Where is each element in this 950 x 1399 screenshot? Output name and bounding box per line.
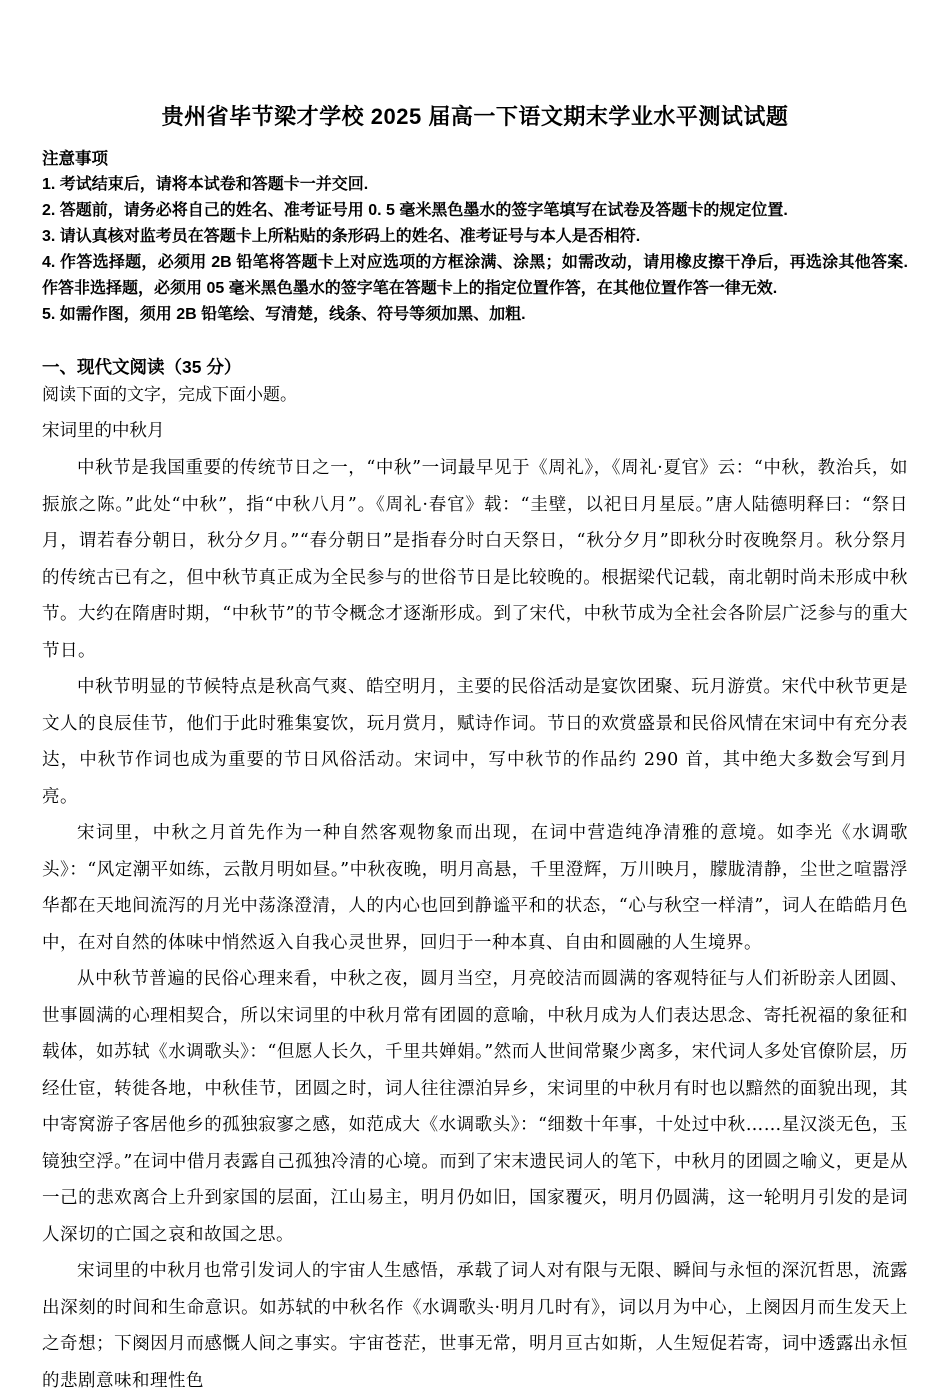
notice-item-4: 4. 作答选择题，必须用 2B 铅笔将答题卡上对应选项的方框涂满、涂黑；如需改动，请用橡皮擦干净后，再选涂其他答案. 作答非选择题，必须用 05 毫米黑色墨水的签字笔在答题卡上的指定位置作答，在其他位置作答一律无效. [42,254,908,297]
notice-item-3: 3. 请认真核对监考员在答题卡上所粘贴的条形码上的姓名、准考证号与本人是否相符. [42,228,641,245]
essay-paragraph-1: 中秋节是我国重要的传统节日之一，“中秋”一词最早见于《周礼》，《周礼·夏官》云：“中秋，教治兵，如振旅之陈。”此处“中秋”，指“中秋八月”。《周礼·春官》载：“圭壁，以祀日月星辰。”唐人陆德明释曰：“祭日月，谓若春分朝日，秋分夕月。”“春分朝日”是指春分时白天祭日，“秋分夕月”即秋分时夜晚祭月。秋分祭月的传统古已有之，但中秋节真正成为全民参与的世俗节日是比较晚的。根据梁代记载，南北朝时尚未形成中秋节。大约在隋唐时期，“中秋节”的节令概念才逐渐形成。到了宋代，中秋节成为全社会各阶层广泛参与的重大节日。 [42,458,908,661]
section-heading: 一、现代文阅读（35 分） [42,357,242,377]
notice-list [42,172,908,328]
notice-item-5: 5. 如需作图，须用 2B 铅笔绘、写清楚，线条、符号等须加黑、加粗. [42,306,526,323]
reading-section [42,354,908,1399]
essay-paragraph-3: 宋词里，中秋之月首先作为一种自然客观物象而出现，在词中营造纯净清雅的意境。如李光《水调歌头》：“风定潮平如练，云散月明如昼。”中秋夜晚，明月高悬，千里澄辉，万川映月，朦胧清静，尘世之喧嚣浮华都在天地间流泻的月光中荡涤澄清，人的内心也回到静谧平和的状态，“心与秋空一样清”，词人在皓皓月色中，在对自然的体味中悄然返入自我心灵世界，回归于一种本真、自由和圆融的人生境界。 [42,823,908,953]
notice-item-1: 1. 考试结束后，请将本试卷和答题卡一并交回. [42,176,369,193]
notice-heading: 注意事项 [42,150,108,168]
essay-title: 宋词里的中秋月 [42,421,165,441]
essay-paragraph-4: 从中秋节普遍的民俗心理来看，中秋之夜，圆月当空，月亮皎洁而圆满的客观特征与人们祈盼亲人团圆、世事圆满的心理相契合，所以宋词里的中秋月常有团圆的意喻，中秋月成为人们表达思念、寄托祝福的象征和载体，如苏轼《水调歌头》：“但愿人长久，千里共婵娟。”然而人世间常聚少离多，宋代词人多处官僚阶层，历经仕宦，转徙各地，中秋佳节，团圆之时，词人往往漂泊异乡，宋词里的中秋月有时也以黯然的面貌出现，其中寄窝游子客居他乡的孤独寂寥之感，如范成大《水调歌头》：“细数十年事，十处过中秋……星汉淡无色，玉镜独空浮。”在词中借月表露自己孤独冷清的心境。而到了宋末遗民词人的笔下，中秋月的团圆之喻义，更是从一己的悲欢离合上升到家国的层面，江山易主，明月仍如旧，国家覆灭，明月仍圆满，这一轮明月引发的是词人深切的亡国之哀和故国之思。 [42,969,908,1245]
notice-item-2: 2. 答题前，请务必将自己的姓名、准考证号用 0. 5 毫米黑色墨水的签字笔填写在试卷及答题卡的规定位置. [42,202,788,219]
essay-body [42,450,908,1399]
page-title: 贵州省毕节梁才学校 2025 届高一下语文期末学业水平测试试题 [161,104,789,129]
notice-section [42,146,908,328]
reading-instruction: 阅读下面的文字，完成下面小题。 [42,385,297,404]
essay-paragraph-5: 宋词里的中秋月也常引发词人的宇宙人生感悟，承载了词人对有限与无限、瞬间与永恒的深沉哲思，流露出深刻的时间和生命意识。如苏轼的中秋名作《水调歌头·明月几时有》，词以月为中心，上阕因月而生发天上之奇想；下阕因月而感慨人间之事实。宇宙苍茫，世事无常，明月亘古如斯，人生短促若寄，词中透露出永恒的悲剧意味和理性色 [42,1261,908,1391]
essay-paragraph-2: 中秋节明显的节候特点是秋高气爽、皓空明月，主要的民俗活动是宴饮团聚、玩月游赏。宋代中秋节更是文人的良辰佳节，他们于此时雅集宴饮，玩月赏月，赋诗作词。节日的欢赏盛景和民俗风情在宋词中有充分表达，中秋节作词也成为重要的节日风俗活动。宋词中，写中秋节的作品约 290 首，其中绝大多数会写到月亮。 [42,677,908,807]
